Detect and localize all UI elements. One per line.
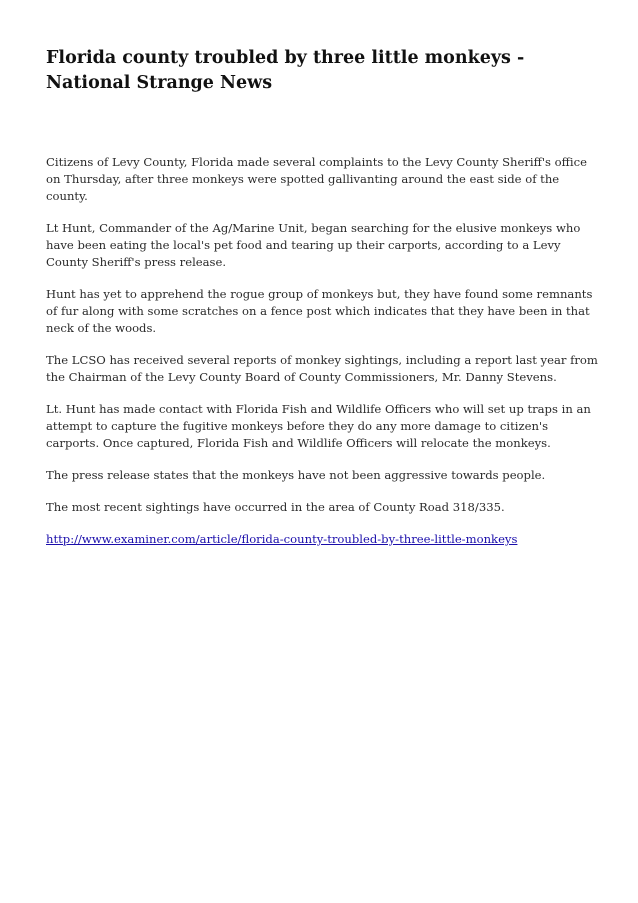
source-link[interactable]: http://www.examiner.com/article/florida-county-troubled-by-three-little-monkeys (46, 532, 518, 546)
document-page (46, 46, 598, 563)
paragraph-5: Lt. Hunt has made contact with Florida Fish and Wildlife Officers who will set up traps in an attempt to capture the fugitive monkeys before they do any more damage to citizen's carports. Once captured, Florida Fish and Wildlife Officers will relocate the monkeys. (46, 402, 591, 450)
paragraph-2: Lt Hunt, Commander of the Ag/Marine Unit, began searching for the elusive monkeys who have been eating the local's pet food and tearing up their carports, according to a Levy County Sheriff's press release. (46, 221, 581, 269)
paragraph-4: The LCSO has received several reports of monkey sightings, including a report last year from the Chairman of the Levy County Board of County Commissioners, Mr. Danny Stevens. (46, 353, 598, 384)
paragraph-1: Citizens of Levy County, Florida made several complaints to the Levy County Sheriff's office on Thursday, after three monkeys were spotted gallivanting around the east side of the county. (46, 155, 587, 203)
paragraph-6: The press release states that the monkeys have not been aggressive towards people. (46, 468, 546, 482)
document-title: Florida county troubled by three little monkeys - National Strange News (46, 48, 525, 93)
source-link-paragraph (46, 531, 598, 548)
paragraph-7: The most recent sightings have occurred in the area of County Road 318/335. (46, 500, 505, 514)
article-body (46, 154, 598, 548)
paragraph-3: Hunt has yet to apprehend the rogue group of monkeys but, they have found some remnants of fur along with some scratches on a fence post which indicates that they have been in that neck of the woods. (46, 287, 593, 335)
